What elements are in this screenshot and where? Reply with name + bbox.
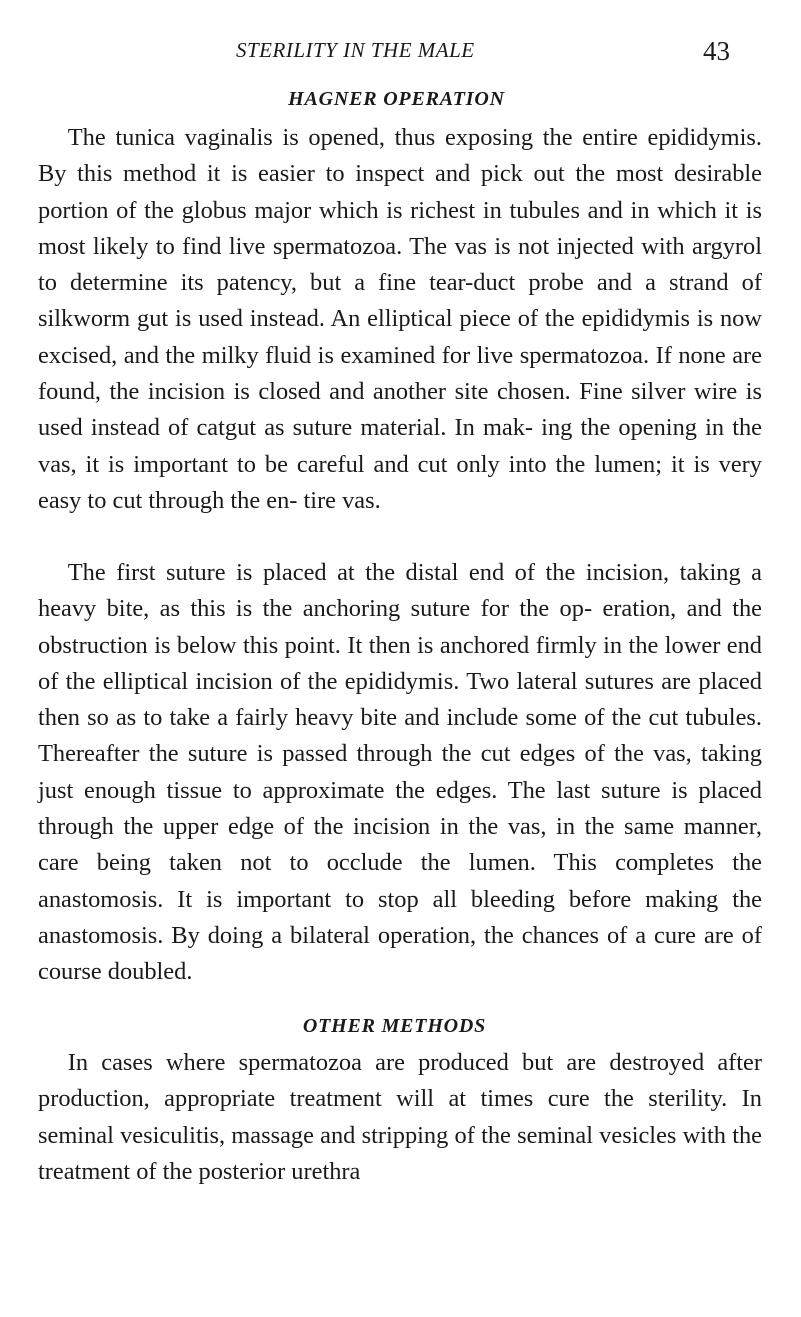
running-title: STERILITY IN THE MALE	[236, 38, 475, 62]
section-heading-hagner-operation: HAGNER OPERATION	[288, 88, 505, 110]
running-head	[0, 36, 801, 76]
section-heading-other-methods: OTHER METHODS	[302, 1015, 487, 1037]
paragraph: In cases where spermatozoa are produced but are destroyed after production, appropriate treatment will at times cure the sterility. In seminal vesiculitis, massage and stripping of the seminal vesicles with the treatment of the posterior urethra	[38, 1049, 762, 1185]
paragraph: The tunica vaginalis is opened, thus exposing the entire epididymis. By this method it is easier to inspect and pick out the most desirable portion of the globus major which is richest in tubules and in which it is most likely to find live spermatozoa. The vas is not injected with argyrol to determine its patency, but a fine tear-duct probe and a strand of silkworm gut is used instead. An elliptical piece of the epididymis is now excised, and the milky fluid is examined for live spermatozoa. If none are found, the incision is closed and another site chosen. Fine silver wire is used instead of catgut as suture material. In mak- ing the opening in the vas, it is important to be careful and cut only into the lumen; it is very easy to cut through the en- tire vas.	[38, 124, 762, 514]
paragraph: The first suture is placed at the distal end of the incision, taking a heavy bite, as this is the anchoring suture for the op- eration, and the obstruction is below this point. It then is anchored firmly in the lower end of the elliptical incision of the epididymis. Two lateral sutures are placed then so as to take a fairly heavy bite and include some of the cut tubules. Thereafter the suture is passed through the cut edges of the vas, taking just enough tissue to approximate the edges. The last suture is placed through the upper edge of the incision in the vas, in the same manner, care being taken not to occlude the lumen. This completes the anastomosis. It is important to stop all bleeding before making the anastomosis. By doing a bilateral operation, the chances of a cure are of course doubled.	[38, 559, 762, 986]
page-number: 43	[703, 36, 730, 66]
